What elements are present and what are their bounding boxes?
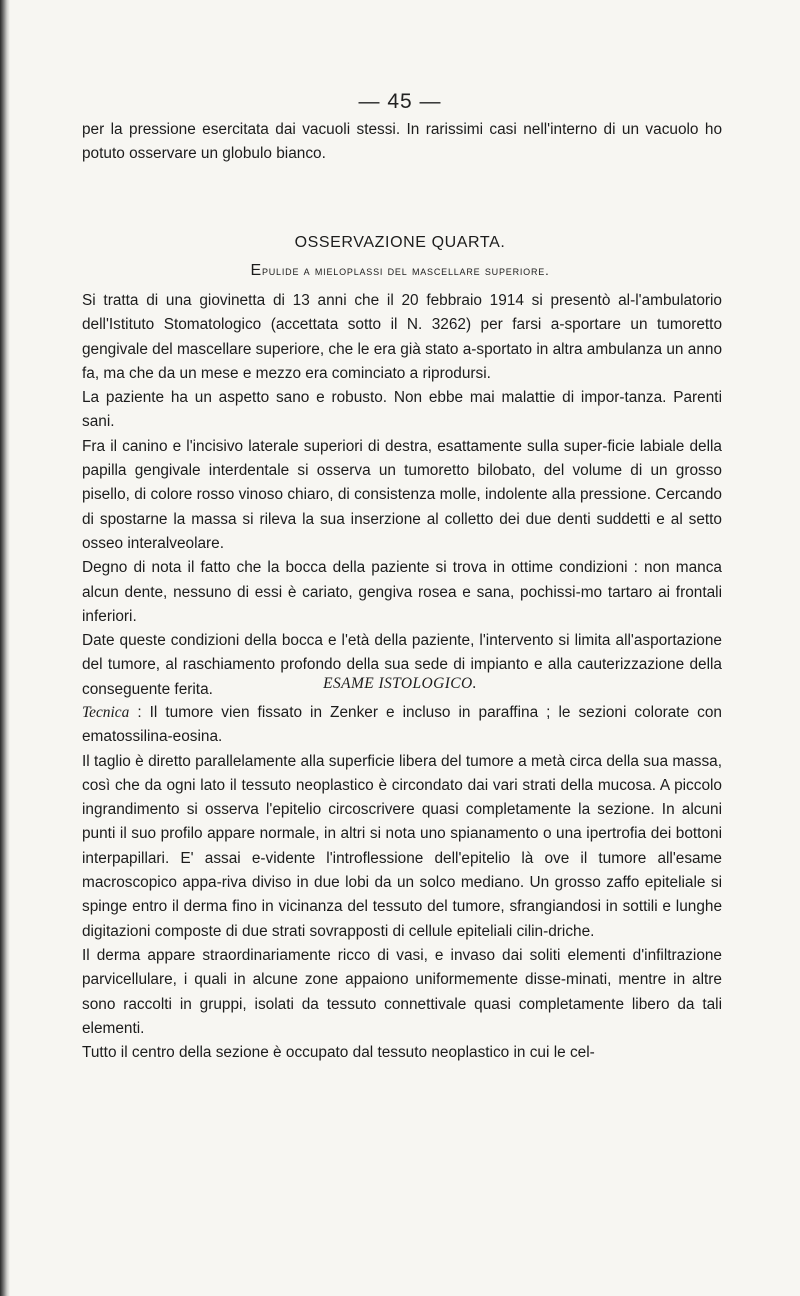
case-report [82,289,722,702]
case-paragraph: Si tratta di una giovinetta di 13 anni che il 20 febbraio 1914 si presentò al-l'ambulatorio dell'Istituto Stomatologico (accettata sotto il N. 3262) per farsi a-sportare un tumoretto gengivale del mascellare superiore, che le era già stato a-sportato in altra ambulanza un anno fa, ma che da un mese e mezzo era cominciato a riprodursi. [82,292,722,382]
intro-paragraph [82,118,722,167]
section-subtitle [0,262,800,280]
subtitle-initial: E [250,262,262,279]
case-paragraph: La paziente ha un aspetto sano e robusto. Non ebbe mai malattie di impor-tanza. Parenti sani. [82,389,722,431]
binding-edge [0,0,10,1296]
histology-paragraph: Il derma appare straordinariamente ricco di vasi, e invaso dai soliti elementi d'infiltrazione parvicellulare, i quali in alcune zone appaiono uniformemente disse-minati, mentre in altre sono raccolti in gruppi, isolati da tessuto connettivale quasi completamente libero da tali elementi. [82,946,722,1037]
case-paragraph: Fra il canino e l'incisivo laterale superiori di destra, esattamente sulla super-ficie labiale della papilla gengivale interdentale si osserva un tumoretto bilobato, del volume di un grosso pisello, di colore rosso vinoso chiaro, di consistenza molle, indolente alla pressione. Cercando di spostarne la massa si rileva la sua inserzione al colletto dei due denti suddetti e al setto osseo interalveolare. [82,437,722,552]
histology-paragraph: Il taglio è diretto parallelamente alla superficie libera del tumore a metà circa della sua massa, così che da ogni lato il tessuto neoplastico è circondato dai vari strati della mucosa. A piccolo ingrandimento si osserva l'epitelio circoscrivere quasi completamente la sezione. In alcuni punti il suo profilo appare normale, in altri si nota uno spianamento o una ipertrofia dei bottoni interpapillari. E' assai e-vidente l'introflessione dell'epitelio là ove il tumore all'esame macroscopico appa-riva diviso in due lobi da un solco mediano. Un grosso zaffo epiteliale si spinge entro il derma fino in vicinanza del tessuto del tumore, sfrangiandosi in sottili e lunghe digitazioni composte di due strati sovrapposti di cellule epiteliali cilin-driche. [82,752,722,940]
case-paragraph: Date queste condizioni della bocca e l'età della paziente, l'intervento si limita all'asportazione del tumore, al raschiamento profondo della sua sede di impianto e alla cauterizzazione della conseguente ferita. [82,632,722,698]
intro-text: per la pressione esercitata dai vacuoli stessi. In rarissimi casi nell'interno di un vacuolo ho potuto osservare un globulo bianco. [82,121,722,163]
page-number: — 45 — [358,90,442,113]
histology-section [82,701,722,1065]
technique-paragraph [82,701,722,750]
histology-title: ESAME ISTOLOGICO. [323,675,477,692]
histology-paragraph: Tutto il centro della sezione è occupato dal tessuto neoplastico in cui le cel- [82,1044,595,1062]
case-paragraph: Degno di nota il fatto che la bocca della paziente si trova in ottime condizioni : non manca alcun dente, nessuno di essi è cariato, gengiva rosea e sana, pochissi-mo tartaro ai frontali inferiori. [82,559,722,625]
technique-text: : Il tumore vien fissato in Zenker e incluso in paraffina ; le sezioni colorate con ematossilina-eosina. [82,704,722,746]
technique-label: Tecnica [82,704,130,721]
subtitle-rest: pulide a mieloplassi del mascellare superiore. [261,263,550,278]
section-title: OSSERVAZIONE QUARTA. [294,234,506,251]
